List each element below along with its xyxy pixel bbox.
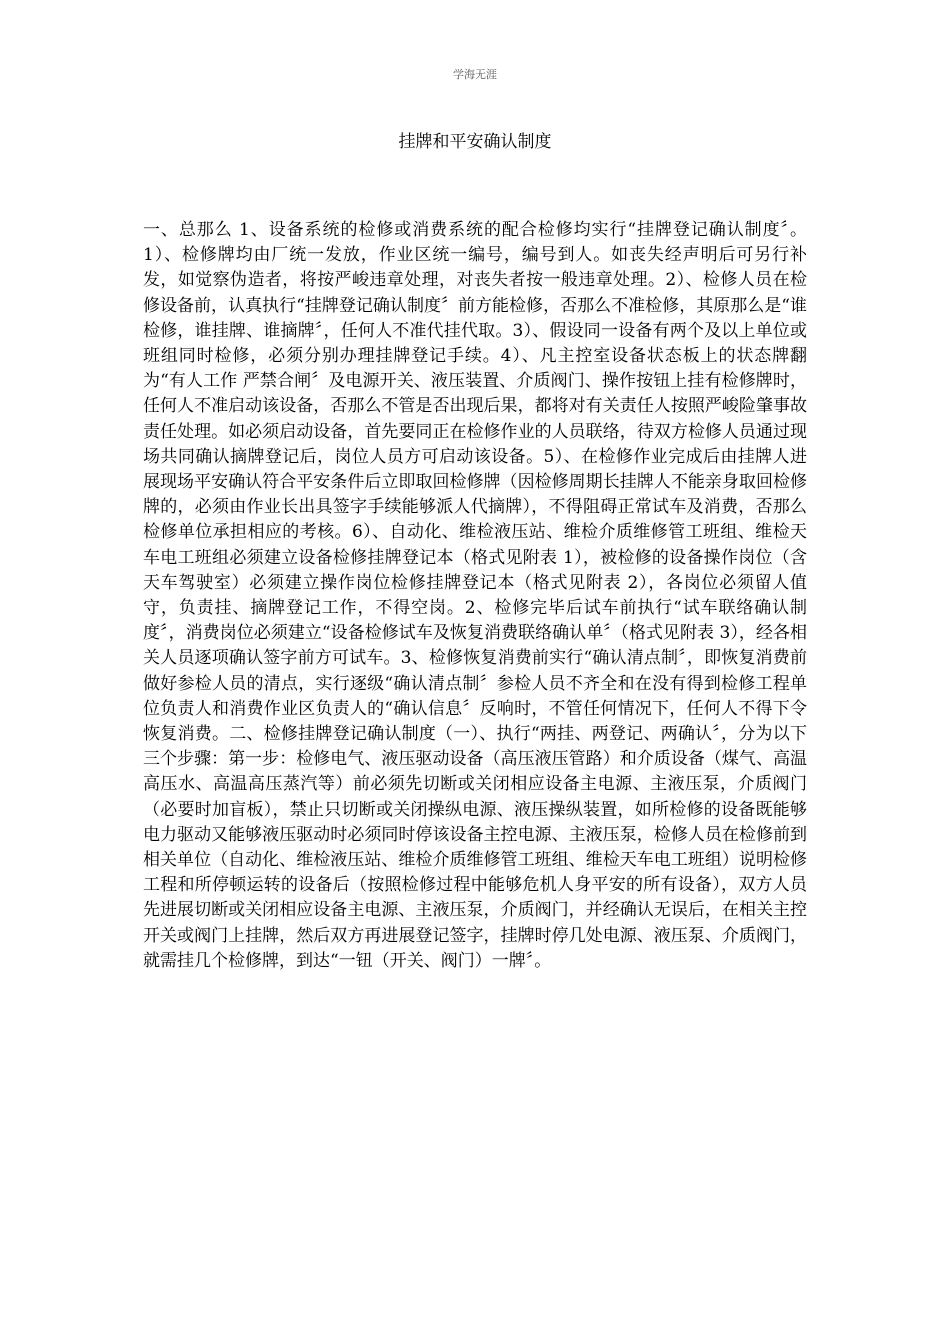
- document-title: 挂牌和平安确认制度: [398, 132, 552, 152]
- document-body-paragraph: 一、总那么 1、设备系统的检修或消费系统的配合检修均实行“挂牌登记确认制度〞。1）、检修牌均由厂统一发放，作业区统一编号，编号到人。如丧失经声明后可另行补发，如觉察伪造者，将按严峻违章处理，对丧失者按一般违章处理。2）、检修人员在检修设备前，认真执行“挂牌登记确认制度〞前方能检修，否那么不准检修，其原那么是“谁检修，谁挂牌、谁摘牌〞，任何人不准代挂代取。3）、假设同一设备有两个及以上单位或班组同时检修，必须分别办理挂牌登记手续。4）、凡主控室设备状态板上的状态牌翻为“有人工作 严禁合闸〞及电源开关、液压装置、介质阀门、操作按钮上挂有检修牌时，任何人不准启动该设备，否那么不管是否出现后果，都将对有关责任人按照严峻险肇事故责任处理。如必须启动设备，首先要同正在检修作业的人员联络，待双方检修人员通过现场共同确认摘牌登记后，岗位人员方可启动该设备。5）、在检修作业完成后由挂牌人进展现场平安确认符合平安条件后立即取回检修牌（因检修周期长挂牌人不能亲身取回检修牌的，必须由作业长出具签字手续能够派人代摘牌），不得阻碍正常试车及消费，否那么检修单位承担相应的考核。6）、自动化、维检液压站、维检介质维修管工班组、维检天车电工班组必须建立设备检修挂牌登记本（格式见附表 1），被检修的设备操作岗位（含天车驾驶室）必须建立操作岗位检修挂牌登记本（格式见附表 2），各岗位必须留人值守，负责挂、摘牌登记工作，不得空岗。2、检修完毕后试车前执行“试车联络确认制度〞，消费岗位必须建立“设备检修试车及恢复消费联络确认单〞（格式见附表 3），经各相关人员逐项确认签字前方可试车。3、检修恢复消费前实行“确认清点制〞，即恢复消费前做好参检人员的清点，实行逐级“确认清点制〞参检人员不齐全和在没有得到检修工程单位负责人和消费作业区负责人的“确认信息〞反响时，不管任何情况下，任何人不得下令恢复消费。二、检修挂牌登记确认制度（一）、执行“两挂、两登记、两确认〞，分为以下三个步骤：第一步：检修电气、液压驱动设备（高压液压管路）和介质设备（煤气、高温高压水、高温高压蒸汽等）前必须先切断或关闭相应设备主电源、主液压泵，介质阀门（必要时加盲板），禁止只切断或关闭操纵电源、液压操纵装置，如所检修的设备既能够电力驱动又能够液压驱动时必须同时停该设备主控电源、主液压泵，检修人员在检修前到相关单位（自动化、维检液压站、维检介质维修管工班组、维检天车电工班组）说明检修工程和所停顿运转的设备后（按照检修过程中能够危机人身平安的所有设备），双方人员先进展切断或关闭相应设备主电源、主液压泵，介质阀门，并经确认无误后，在相关主控开关或阀门上挂牌，然后双方再进展登记签字，挂牌时停几处电源、液压泵、介质阀门，就需挂几个检修牌，到达“一钮（开关、阀门）一牌〞。: [143, 220, 807, 971]
- running-header: 学海无涯: [453, 68, 497, 81]
